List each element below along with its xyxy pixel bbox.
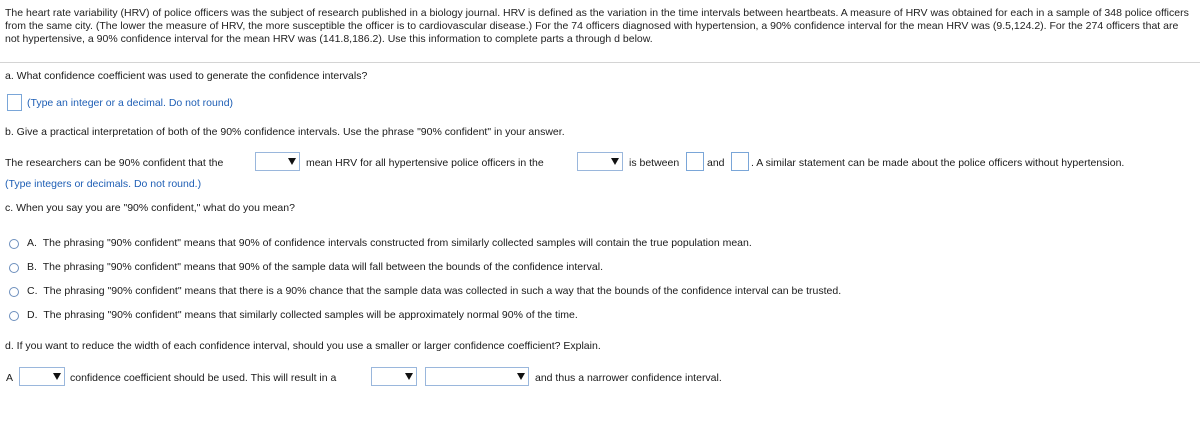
- part-a-hint: (Type an integer or a decimal. Do not round): [27, 97, 234, 109]
- part-d-text-2: confidence coefficient should be used. This will result in a: [70, 372, 337, 384]
- chevron-down-icon: [611, 158, 619, 165]
- chevron-down-icon: [517, 373, 525, 380]
- part-b-text-2: mean HRV for all hypertensive police officers in the: [306, 157, 544, 169]
- part-b-text-4: and: [707, 157, 725, 169]
- option-a[interactable]: [27, 236, 752, 250]
- part-b-question: b. Give a practical interpretation of both of the 90% confidence intervals. Use the phrase "90% confident" in your answer.: [5, 126, 565, 138]
- option-c-letter: C.: [27, 285, 38, 297]
- option-d-letter: D.: [27, 309, 38, 321]
- option-a-text: The phrasing "90% confident" means that 90% of confidence intervals constructed from similarly collected samples will contain the true population mean.: [42, 237, 752, 249]
- part-d-question: d. If you want to reduce the width of each confidence interval, should you use a smaller or larger confidence coefficient? Explain.: [5, 340, 601, 352]
- option-a-letter: A.: [27, 237, 37, 249]
- part-b-upper-bound-input[interactable]: [731, 152, 749, 171]
- part-c-question: c. When you say you are "90% confident," what do you mean?: [5, 202, 295, 214]
- chevron-down-icon: [405, 373, 413, 380]
- option-c-text: The phrasing "90% confident" means that there is a 90% chance that the sample data was collected in such a way that the bounds of the confidence interval can be trusted.: [43, 285, 842, 297]
- option-d-text: The phrasing "90% confident" means that similarly collected samples will be approximately normal 90% of the time.: [43, 309, 578, 321]
- part-d-dropdown-2[interactable]: [371, 367, 417, 386]
- option-b-letter: B.: [27, 261, 37, 273]
- chevron-down-icon: [53, 373, 61, 380]
- part-b-dropdown-1[interactable]: [255, 152, 300, 171]
- option-d-radio[interactable]: [9, 311, 19, 321]
- part-d-text-3: and thus a narrower confidence interval.: [535, 372, 722, 384]
- option-a-radio[interactable]: [9, 239, 19, 249]
- part-d-text-1: A: [6, 372, 14, 384]
- part-b-text-3: is between: [629, 157, 680, 169]
- part-b-text-5: . A similar statement can be made about the police officers without hypertension.: [751, 157, 1125, 169]
- problem-statement: The heart rate variability (HRV) of police officers was the subject of research published in a biology journal. HRV is defined as the variation in the time intervals between heartbeats. A measure of HRV was obtained for each in a sample of 348 police officers from the same city. (The lower the measure of HRV, the more susceptible the officer is to cardiovascular disease.) For the 74 officers diagnosed with hypertension, a 90% confidence interval for the mean HRV was (9.5,124.2). For the 274 officers that are not hypertensive, a 90% confidence interval for the mean HRV was (141.8,186.2). Use this information to complete parts a through d below.: [5, 7, 1189, 45]
- divider: [0, 62, 1200, 63]
- option-b-radio[interactable]: [9, 263, 19, 273]
- option-c[interactable]: [27, 284, 841, 298]
- option-c-radio[interactable]: [9, 287, 19, 297]
- option-b-text: The phrasing "90% confident" means that 90% of the sample data will fall between the bounds of the confidence interval.: [42, 261, 603, 273]
- option-d[interactable]: [27, 308, 578, 322]
- part-b-text-1: The researchers can be 90% confident that the: [5, 157, 224, 169]
- part-a-answer-input[interactable]: [7, 94, 22, 111]
- part-b-hint: (Type integers or decimals. Do not round.): [5, 178, 202, 190]
- part-b-lower-bound-input[interactable]: [686, 152, 704, 171]
- part-d-dropdown-3[interactable]: [425, 367, 529, 386]
- part-d-dropdown-1[interactable]: [19, 367, 65, 386]
- chevron-down-icon: [288, 158, 296, 165]
- part-a-question: a. What confidence coefficient was used to generate the confidence intervals?: [5, 70, 368, 82]
- part-b-dropdown-2[interactable]: [577, 152, 623, 171]
- option-b[interactable]: [27, 260, 603, 274]
